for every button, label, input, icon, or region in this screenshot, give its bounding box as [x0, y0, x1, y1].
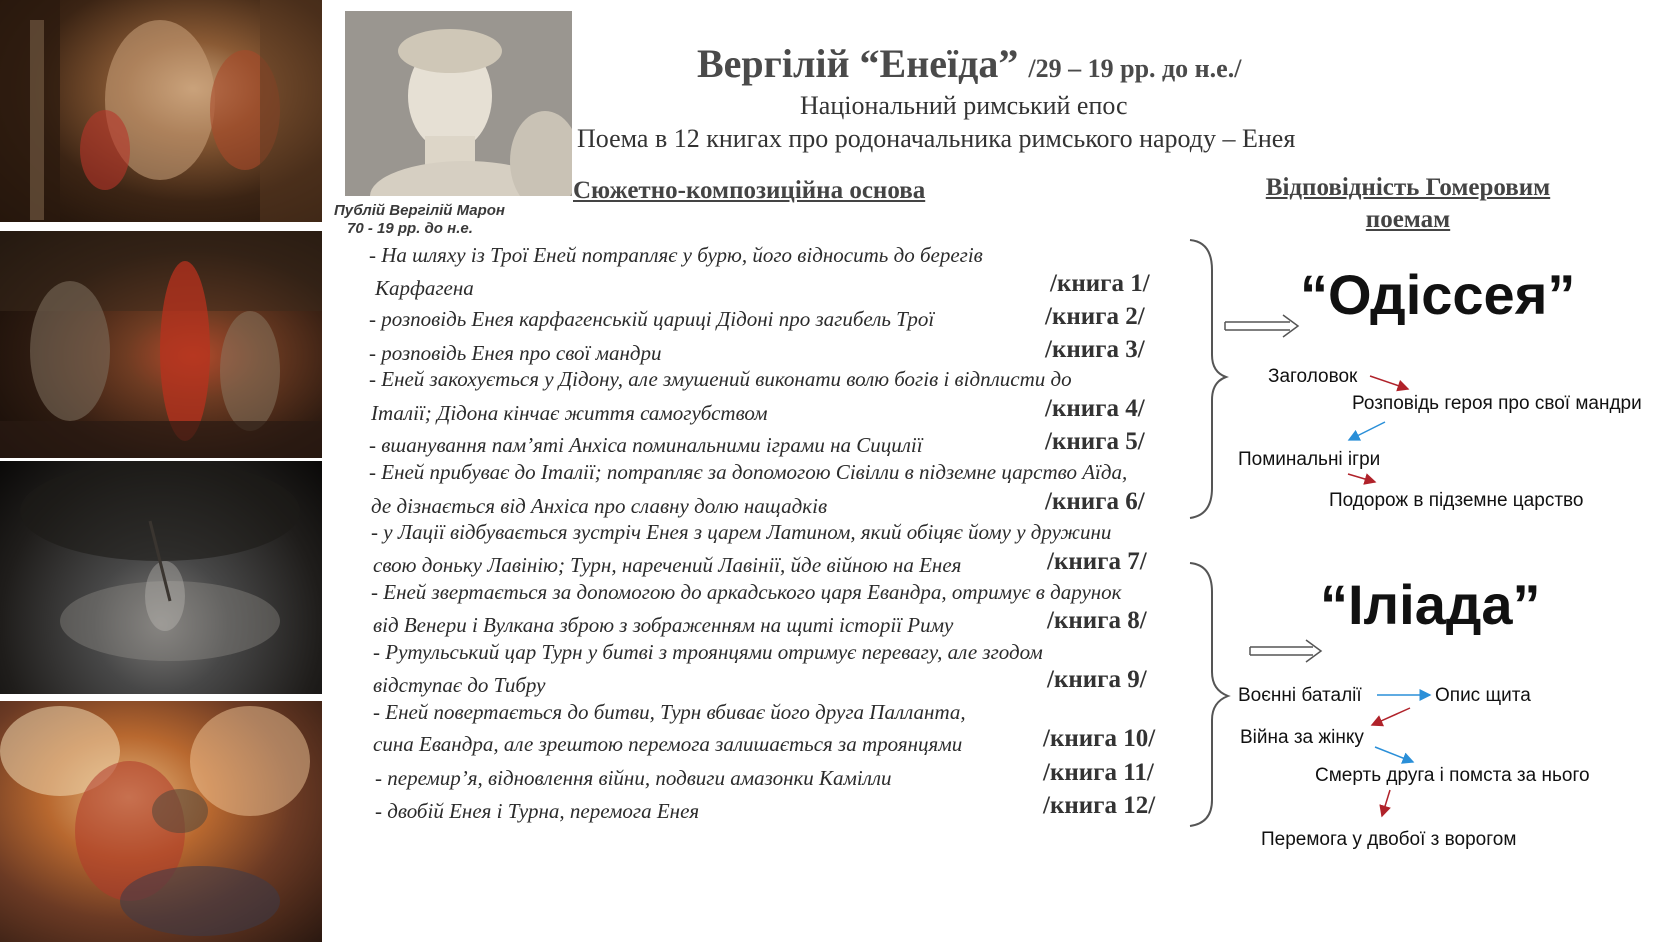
arrow-blue-icon	[1349, 422, 1385, 440]
book-label: /книга 8/	[1047, 607, 1147, 634]
plot-line: сина Евандра, але зрештою перемога залишається за троянцями	[373, 732, 963, 756]
plot-line: - Еней звертається за допомогою до аркадського царя Евандра, отримує в дарунок	[371, 580, 1122, 604]
plot-line: де дізнається від Анхіса про славну долю нащадків	[371, 494, 828, 518]
homer-heading-line2: поемам	[1365, 206, 1451, 233]
brace-odyssey-icon	[1190, 240, 1226, 518]
plot-line: - Рутульський цар Турн у битві з троянцями отримує перевагу, але згодом	[373, 640, 1043, 664]
double-arrow-iliad-icon	[1250, 640, 1321, 662]
iliad-item: Опис щита	[1435, 685, 1531, 706]
page-title-dates: /29 – 19 рр. до н.е./	[1028, 54, 1242, 83]
iliad-item: Перемога у двобої з ворогом	[1261, 829, 1517, 850]
plot-line: - вшанування пам’яті Анхіса поминальними іграми на Сицилії	[369, 433, 923, 457]
arrow-red-icon	[1370, 376, 1408, 389]
brace-iliad-icon	[1190, 563, 1228, 826]
plot-line: від Венери і Вулкана зброю з зображенням на щиті історії Риму	[373, 613, 954, 637]
plot-line: - На шляху із Трої Еней потрапляє у бурю, його відносить до берегів	[369, 243, 983, 267]
plot-line: свою доньку Лавінію; Турн, наречений Лавінії, йде війною на Енея	[373, 553, 962, 577]
plot-line: - Еней закохується у Дідону, але змушений виконати волю богів і відплисти до	[369, 367, 1072, 391]
plot-heading: Сюжетно-композиційна основа	[573, 177, 926, 204]
odyssey-item: Заголовок	[1268, 366, 1358, 387]
subtitle: Національний римський епос	[800, 91, 1128, 120]
portrait-caption-name: Публій Вергілій Марон	[334, 202, 505, 219]
book-label: /книга 1/	[1050, 270, 1150, 297]
plot-line: Карфагена	[375, 276, 474, 300]
odyssey-item: Подорож в підземне царство	[1329, 490, 1584, 511]
arrow-red-icon	[1382, 790, 1390, 816]
iliad-title: “Іліада”	[1320, 573, 1541, 636]
plot-line: - Еней повертається до битви, Турн вбиває його друга Палланта,	[373, 700, 966, 724]
plot-line: - двобій Енея і Турна, перемога Енея	[375, 799, 700, 823]
plot-line: - розповідь Енея карфагенській цариці Дідоні про загибель Трої	[369, 307, 935, 331]
homer-heading-line1: Відповідність Гомеровим	[1265, 174, 1551, 201]
odyssey-title: “Одіссея”	[1300, 263, 1576, 326]
odyssey-item: Розповідь героя про свої мандри	[1352, 393, 1642, 414]
book-label: /книга 5/	[1045, 428, 1145, 455]
book-label: /книга 10/	[1043, 725, 1156, 752]
plot-line: - Еней прибуває до Італії; потрапляє за допомогою Сівілли в підземне царство Аїда,	[369, 460, 1128, 484]
double-arrow-odyssey-icon	[1225, 315, 1298, 337]
iliad-item: Смерть друга і помста за нього	[1315, 765, 1590, 786]
odyssey-item: Поминальні ігри	[1238, 449, 1381, 470]
book-label: /книга 9/	[1047, 666, 1147, 693]
book-label: /книга 12/	[1043, 792, 1156, 819]
plot-line: відступає до Тибру	[373, 673, 546, 697]
plot-line: Італії; Дідона кінчає життя самогубством	[371, 401, 768, 425]
book-label: /книга 11/	[1043, 759, 1154, 786]
plot-line: - у Лації відбувається зустріч Енея з царем Латином, який обіцяє йому у дружини	[371, 520, 1112, 544]
plot-line: - перемир’я, відновлення війни, подвиги амазонки Камілли	[375, 766, 892, 790]
page-title-text: Вергілій “Енеїда”	[697, 41, 1019, 86]
book-label: /книга 7/	[1047, 548, 1147, 575]
arrow-red-icon	[1348, 474, 1375, 482]
book-label: /книга 2/	[1045, 303, 1145, 330]
portrait-caption-dates: 70 - 19 рр. до н.е.	[347, 220, 473, 237]
book-label: /книга 6/	[1045, 488, 1145, 515]
plot-line: - розповідь Енея про свої мандри	[369, 341, 662, 365]
arrow-red-icon	[1372, 708, 1410, 725]
book-label: /книга 3/	[1045, 336, 1145, 363]
subtitle-description: Поема в 12 книгах про родоначальника римського народу – Енея	[577, 124, 1296, 153]
iliad-item: Війна за жінку	[1240, 727, 1364, 748]
iliad-item: Воєнні баталії	[1238, 685, 1362, 706]
arrow-blue-icon	[1375, 747, 1413, 762]
book-label: /книга 4/	[1045, 395, 1145, 422]
